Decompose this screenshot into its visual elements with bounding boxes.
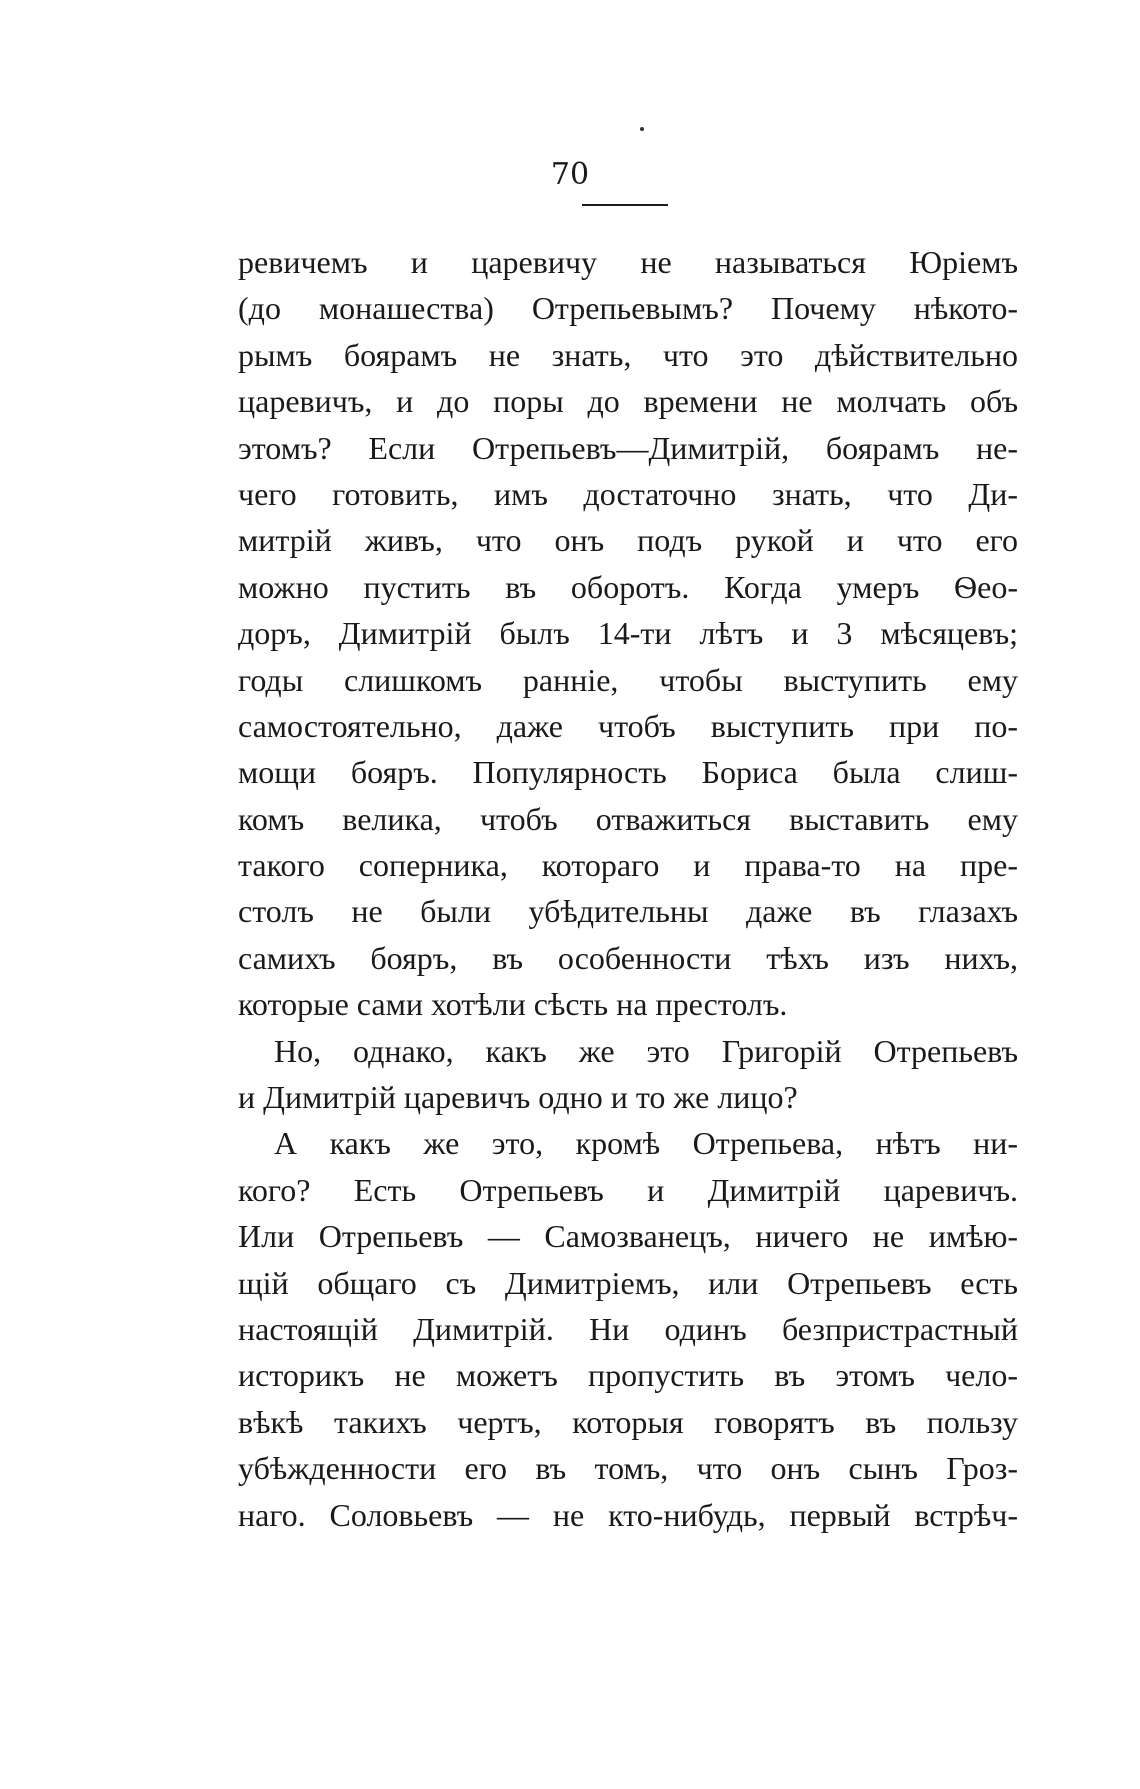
text-line: царевичъ, и до поры до времени не молчать объ [238,383,1018,420]
text-line: которые сами хотѣли сѣсть на престолъ. [238,986,788,1023]
text-line: вѣкѣ такихъ чертъ, которыя говорятъ въ пользу [238,1403,1018,1440]
text-line: самостоятельно, даже чтобъ выступить при по- [238,707,1018,744]
page-number: 70 [550,157,590,192]
text-line: наго. Соловьевъ — не кто-нибудь, первый встрѣч- [238,1496,1018,1533]
text-line: рымъ боярамъ не знать, что это дѣйствительно [238,336,1018,373]
text-line: комъ велика, чтобъ отважиться выставить ему [238,800,1018,837]
ink-speck [640,127,644,131]
text-line: этомъ? Если Отрепьевъ—Димитрій, боярамъ не- [238,429,1018,466]
body-text [238,239,1018,1538]
text-line: годы слишкомъ ранніе, чтобы выступить ему [238,661,1018,698]
text-line: Но, однако, какъ же это Григорій Отрепьевъ [274,1032,1018,1069]
text-line: (до монашества) Отрепьевымъ? Почему нѣкото- [238,290,1018,327]
text-line: столъ не были убѣдительны даже въ глазахъ [238,893,1018,930]
text-line: убѣжденности его въ томъ, что онъ сынъ Гроз- [238,1450,1018,1487]
text-line: такого соперника, котораго и права-то на пре- [238,847,1018,884]
text-line: А какъ же это, кромѣ Отрепьева, нѣтъ ни- [274,1125,1018,1162]
page-number-rule [582,204,668,206]
text-line: кого? Есть Отрепьевъ и Димитрій царевичъ. [238,1171,1018,1208]
text-line: историкъ не можетъ пропустить въ этомъ чело- [238,1357,1018,1394]
text-line: митрій живъ, что онъ подъ рукой и что его [238,522,1018,559]
text-line: можно пустить въ оборотъ. Когда умеръ Ѳео- [238,568,1018,605]
text-line: и Димитрій царевичъ одно и то же лицо? [238,1079,798,1116]
text-line: ревичемъ и царевичу не называться Юріемъ [238,244,1018,280]
text-line: доръ, Димитрій былъ 14-ти лѣтъ и 3 мѣсяцевъ; [238,615,1018,652]
text-line: мощи бояръ. Популярность Бориса была слиш- [238,754,1018,791]
text-line: самихъ бояръ, въ особенности тѣхъ изъ нихъ, [238,939,1018,976]
text-line: настоящій Димитрій. Ни одинъ безпристрастный [238,1310,1018,1347]
text-line: щій общаго съ Димитріемъ, или Отрепьевъ есть [238,1264,1018,1301]
text-line: чего готовить, имъ достаточно знать, что Ди- [238,475,1018,512]
text-line: Или Отрепьевъ — Самозванецъ, ничего не имѣю- [238,1218,1018,1255]
